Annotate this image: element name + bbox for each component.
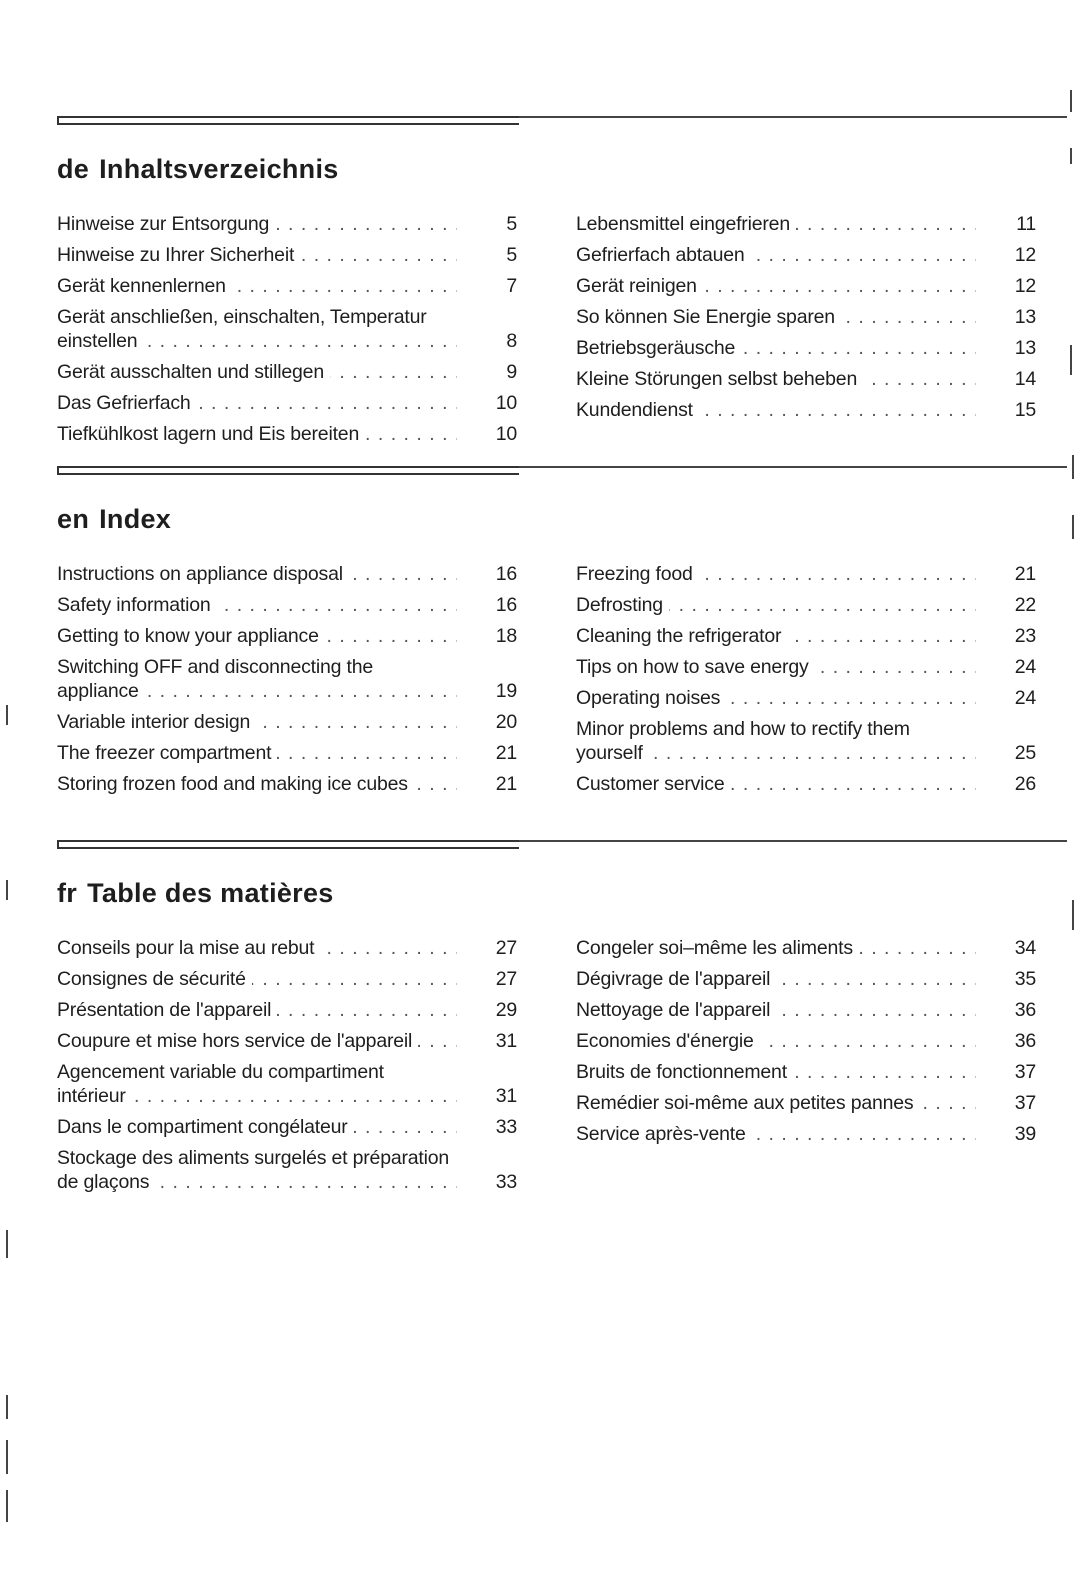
- toc-entry-title: [57, 360, 457, 384]
- toc-entry-text: Tiefkühlkost lagern und Eis bereiten: [57, 423, 365, 445]
- language-code: fr: [57, 878, 78, 908]
- toc-entry-page: 18: [495, 625, 517, 647]
- toc-entry-text: Hinweise zu Ihrer Sicherheit: [57, 244, 300, 266]
- toc-entry-text: Gerät anschließen, einschalten, Temperatur einstellen: [57, 306, 427, 352]
- toc-entry: [57, 655, 517, 703]
- toc-entry-text: Getting to know your appliance: [57, 625, 325, 647]
- toc-entry-text: Agencement variable du compartiment intérieur: [57, 1061, 384, 1107]
- toc-entry-page: 27: [495, 937, 517, 959]
- toc-section-fr: [57, 840, 1037, 1193]
- toc-section-de: [57, 116, 1037, 445]
- toc-entry-title: [576, 967, 976, 991]
- toc-entry-page: 36: [1014, 999, 1036, 1021]
- toc-entry-page: 36: [1014, 1030, 1036, 1052]
- toc-entry-page: 16: [495, 594, 517, 616]
- toc-entry: [576, 998, 1036, 1022]
- toc-entry-title: [576, 655, 976, 679]
- toc-entry-title: [57, 593, 457, 617]
- toc-entry-page: 10: [495, 392, 517, 414]
- toc-entry: [576, 562, 1036, 586]
- toc-entry-text: Stockage des aliments surgelés et préparation de glaçons: [57, 1147, 450, 1193]
- toc-entry-title: [57, 936, 457, 960]
- toc-entry-text: Economies d'énergie: [576, 1030, 760, 1052]
- toc-entry-page: 31: [495, 1085, 517, 1107]
- toc-entry-title: [576, 398, 976, 422]
- toc-entry-text: Coupure et mise hors service de l'appareil: [57, 1030, 418, 1052]
- section-heading: [57, 878, 1037, 910]
- toc-entry-title: [57, 741, 457, 765]
- toc-entry-title: [57, 391, 457, 415]
- toc-entry-text: Dans le compartiment congélateur: [57, 1116, 354, 1138]
- toc-entry-text: Defrosting: [576, 594, 669, 616]
- scan-edge-mark: [6, 1440, 8, 1474]
- toc-entry-text: Kleine Störungen selbst beheben: [576, 368, 863, 390]
- section-heading: [57, 504, 1037, 536]
- scan-edge-mark: [1070, 90, 1072, 112]
- language-code: de: [57, 154, 90, 184]
- toc-entry-title: [576, 212, 976, 236]
- toc-entry: [576, 274, 1036, 298]
- toc-entry: [57, 936, 517, 960]
- scan-edge-mark: [1072, 515, 1074, 539]
- scan-edge-mark: [6, 1230, 8, 1258]
- toc-entry-page: 24: [1014, 656, 1036, 678]
- toc-entry-text: Hinweise zur Entsorgung: [57, 213, 275, 235]
- toc-entry-title: [57, 274, 457, 298]
- toc-entry-title: [57, 243, 457, 267]
- toc-entry-page: 5: [506, 213, 517, 235]
- toc-entry-title: [57, 1060, 457, 1108]
- toc-entry: [576, 1122, 1036, 1146]
- toc-entry-text: Bruits de fonctionnement: [576, 1061, 793, 1083]
- toc-entry-title: [57, 305, 457, 353]
- section-rule: [57, 116, 1037, 130]
- toc-entry: [576, 1091, 1036, 1115]
- toc-entry: [57, 422, 517, 446]
- toc-entry: [576, 398, 1036, 422]
- toc-entry: [57, 593, 517, 617]
- toc-entry-text: Das Gefrierfach: [57, 392, 197, 414]
- scan-edge-mark: [1070, 345, 1072, 375]
- toc-entry-text: Cleaning the refrigerator: [576, 625, 787, 647]
- toc-entry-text: Gefrierfach abtauen: [576, 244, 751, 266]
- scan-edge-mark: [6, 1490, 8, 1522]
- toc-entry-title: [57, 562, 457, 586]
- toc-entry-page: 15: [1014, 399, 1036, 421]
- toc-entry: [576, 593, 1036, 617]
- toc-entry: [576, 243, 1036, 267]
- toc-entry-page: 33: [495, 1116, 517, 1138]
- toc-entry-text: Conseils pour la mise au rebut: [57, 937, 320, 959]
- toc-entry-page: 13: [1014, 337, 1036, 359]
- toc-entry: [576, 305, 1036, 329]
- section-title: Inhaltsverzeichnis: [99, 154, 339, 184]
- toc-entry-text: Consignes de sécurité: [57, 968, 252, 990]
- toc-entry: [576, 967, 1036, 991]
- toc-entry-text: Storing frozen food and making ice cubes: [57, 773, 414, 795]
- toc-entry-text: Minor problems and how to rectify them yourself: [576, 718, 910, 764]
- toc-entry-title: [576, 1091, 976, 1115]
- toc-entry-page: 8: [506, 330, 517, 352]
- toc-entry-page: 31: [495, 1030, 517, 1052]
- language-code: en: [57, 504, 90, 534]
- toc-entry: [57, 1146, 517, 1194]
- toc-entry: [576, 336, 1036, 360]
- toc-entry: [57, 967, 517, 991]
- toc-entry-title: [576, 772, 976, 796]
- toc-entry-title: [576, 593, 976, 617]
- toc-entry-page: 21: [495, 773, 517, 795]
- toc-entry-text: Nettoyage de l'appareil: [576, 999, 776, 1021]
- toc-entry: [576, 1060, 1036, 1084]
- toc-entry-text: Instructions on appliance disposal: [57, 563, 349, 585]
- toc-entry-title: [57, 422, 457, 446]
- toc-entry: [576, 717, 1036, 765]
- toc-entry-title: [576, 1122, 976, 1146]
- toc-entry-page: 11: [1016, 213, 1036, 235]
- toc-section-en: [57, 466, 1037, 795]
- toc-entry-title: [576, 1060, 976, 1084]
- section-rule: [57, 840, 1037, 854]
- toc-column-right: [576, 936, 1036, 1153]
- toc-entry: [57, 710, 517, 734]
- toc-entry-title: [576, 336, 976, 360]
- toc-entry: [57, 624, 517, 648]
- toc-entry: [576, 367, 1036, 391]
- toc-entry-page: 24: [1014, 687, 1036, 709]
- toc-entry: [57, 274, 517, 298]
- toc-entry: [576, 624, 1036, 648]
- toc-entry-title: [576, 274, 976, 298]
- toc-entry-page: 7: [506, 275, 517, 297]
- toc-entry-title: [57, 1029, 457, 1053]
- toc-entry-text: Gerät kennenlernen: [57, 275, 232, 297]
- toc-entry-text: Gerät ausschalten und stillegen: [57, 361, 330, 383]
- toc-entry-title: [576, 998, 976, 1022]
- toc-entry: [57, 741, 517, 765]
- toc-entry-page: 12: [1014, 244, 1036, 266]
- toc-entry: [57, 360, 517, 384]
- toc-entry-text: Congeler soi–même les aliments: [576, 937, 859, 959]
- toc-entry-title: [576, 686, 976, 710]
- toc-entry: [576, 212, 1036, 236]
- section-heading: [57, 154, 1037, 186]
- toc-entry: [57, 243, 517, 267]
- toc-column-right: [576, 562, 1036, 803]
- toc-entry-page: 29: [495, 999, 517, 1021]
- toc-entry-text: Variable interior design: [57, 711, 256, 733]
- toc-entry-text: Gerät reinigen: [576, 275, 703, 297]
- toc-entry-page: 23: [1014, 625, 1036, 647]
- toc-entry-title: [57, 967, 457, 991]
- toc-entry: [576, 936, 1036, 960]
- toc-entry-title: [57, 624, 457, 648]
- toc-entry-text: Customer service: [576, 773, 731, 795]
- toc-entry-title: [576, 243, 976, 267]
- toc-entry-title: [57, 772, 457, 796]
- toc-entry-title: [576, 936, 976, 960]
- toc-entry-title: [57, 998, 457, 1022]
- toc-entry-text: Kundendienst: [576, 399, 699, 421]
- toc-entry-page: 20: [495, 711, 517, 733]
- toc-entry-text: Lebensmittel eingefrieren: [576, 213, 796, 235]
- toc-entry-title: [57, 212, 457, 236]
- toc-entry-text: The freezer compartment: [57, 742, 277, 764]
- toc-entry-title: [57, 1146, 457, 1194]
- toc-entry-text: Tips on how to save energy: [576, 656, 815, 678]
- scan-edge-mark: [6, 1395, 8, 1419]
- toc-entry-page: 34: [1014, 937, 1036, 959]
- toc-entry-title: [576, 367, 976, 391]
- toc-entry-page: 26: [1014, 773, 1036, 795]
- toc-entry-title: [57, 710, 457, 734]
- toc-entry-text: Présentation de l'appareil: [57, 999, 277, 1021]
- toc-entry-title: [576, 1029, 976, 1053]
- toc-entry: [57, 562, 517, 586]
- toc-entry-page: 13: [1014, 306, 1036, 328]
- toc-entry-page: 25: [1014, 742, 1036, 764]
- toc-entry: [576, 1029, 1036, 1053]
- toc-entry-page: 37: [1014, 1061, 1036, 1083]
- toc-entry: [57, 772, 517, 796]
- toc-entry-text: Betriebsgeräusche: [576, 337, 741, 359]
- toc-entry: [57, 305, 517, 353]
- toc-entry: [576, 655, 1036, 679]
- toc-entry-title: [576, 562, 976, 586]
- toc-column-left: [57, 936, 517, 1201]
- toc-entry-title: [57, 655, 457, 703]
- toc-entry-text: Safety information: [57, 594, 217, 616]
- section-rule: [57, 466, 1037, 480]
- toc-entry-title: [576, 717, 976, 765]
- toc-entry-page: 21: [1014, 563, 1036, 585]
- toc-entry-text: Dégivrage de l'appareil: [576, 968, 776, 990]
- section-title: Table des matières: [87, 878, 334, 908]
- toc-column-right: [576, 212, 1036, 429]
- toc-entry-text: Switching OFF and disconnecting the appliance: [57, 656, 374, 702]
- toc-column-left: [57, 562, 517, 803]
- toc-entry: [57, 1029, 517, 1053]
- toc-entry-page: 9: [506, 361, 517, 383]
- toc-entry-page: 16: [495, 563, 517, 585]
- toc-entry-page: 21: [495, 742, 517, 764]
- toc-entry: [576, 772, 1036, 796]
- toc-entry-text: Remédier soi-même aux petites pannes: [576, 1092, 919, 1114]
- toc-entry-page: 35: [1014, 968, 1036, 990]
- toc-column-left: [57, 212, 517, 453]
- toc-entry-page: 22: [1014, 594, 1036, 616]
- toc-entry-title: [57, 1115, 457, 1139]
- toc-entry: [576, 686, 1036, 710]
- toc-entry: [57, 391, 517, 415]
- section-title: Index: [99, 504, 172, 534]
- toc-entry-text: Freezing food: [576, 563, 699, 585]
- scan-edge-mark: [1072, 900, 1074, 930]
- toc-entry-page: 12: [1014, 275, 1036, 297]
- toc-entry-text: So können Sie Energie sparen: [576, 306, 841, 328]
- toc-entry-text: Operating noises: [576, 687, 726, 709]
- toc-entry-title: [576, 305, 976, 329]
- scan-edge-mark: [1072, 455, 1074, 479]
- toc-entry-text: Service après-vente: [576, 1123, 752, 1145]
- toc-entry-page: 37: [1014, 1092, 1036, 1114]
- toc-entry-page: 10: [495, 423, 517, 445]
- toc-entry-page: 33: [495, 1171, 517, 1193]
- toc-entry: [57, 212, 517, 236]
- toc-entry-title: [576, 624, 976, 648]
- scan-edge-mark: [6, 880, 8, 900]
- toc-entry-page: 5: [506, 244, 517, 266]
- toc-entry-page: 19: [495, 680, 517, 702]
- scan-edge-mark: [1070, 148, 1072, 164]
- scan-edge-mark: [6, 705, 8, 725]
- toc-entry-page: 39: [1014, 1123, 1036, 1145]
- toc-entry: [57, 998, 517, 1022]
- toc-entry: [57, 1060, 517, 1108]
- toc-entry-page: 14: [1014, 368, 1036, 390]
- toc-entry-page: 27: [495, 968, 517, 990]
- toc-entry: [57, 1115, 517, 1139]
